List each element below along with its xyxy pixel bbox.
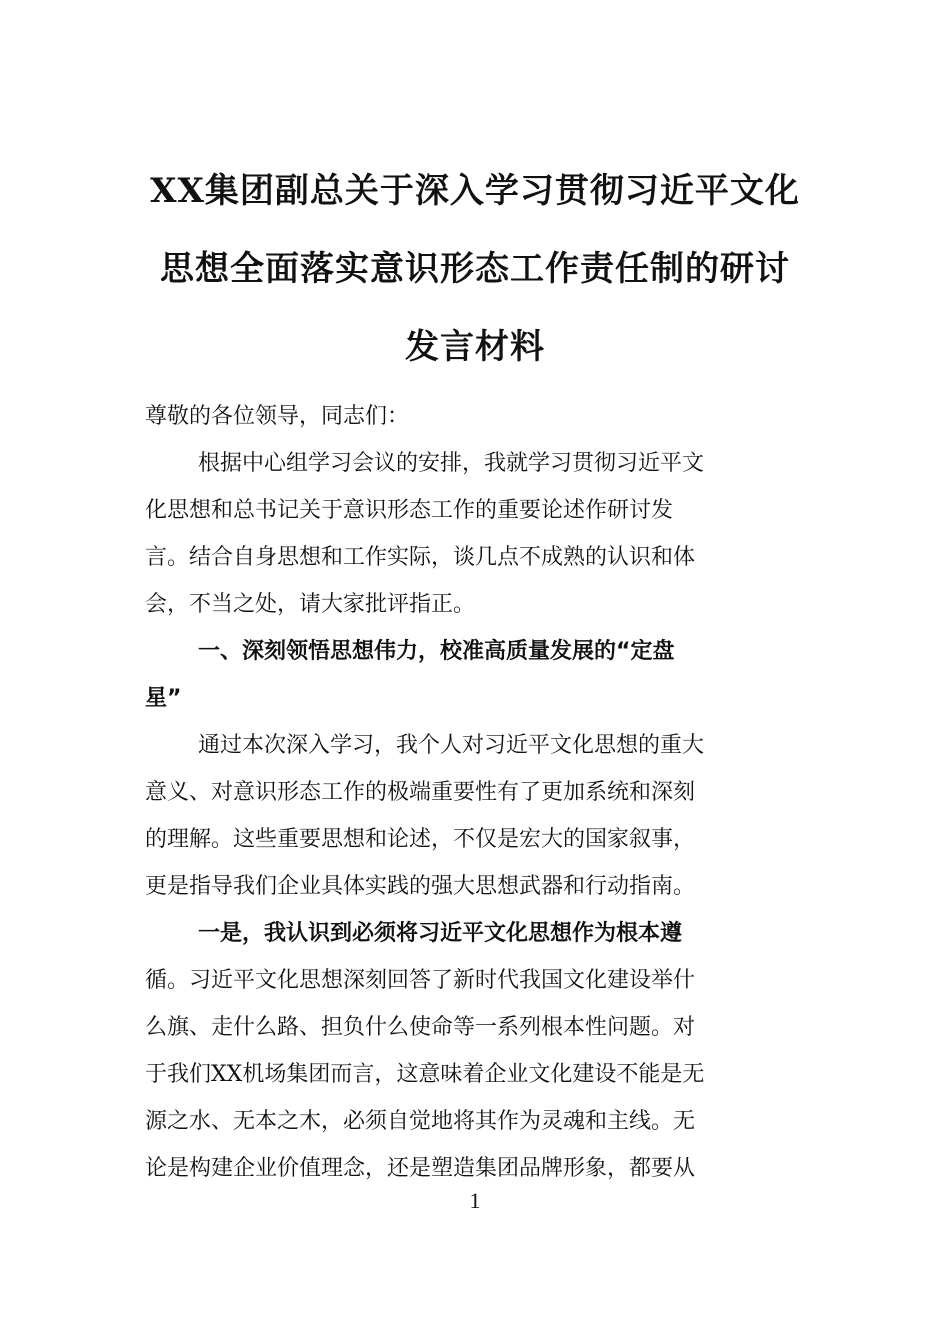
page-number: 1	[469, 1188, 481, 1213]
heading-1-line-1: 一、深刻领悟思想伟力，校准高质量发展的“定盘	[198, 639, 675, 664]
paragraph-1-line-4: 会，不当之处，请大家批评指正。	[145, 592, 476, 617]
paragraph-2-line-3: 的理解。这些重要思想和论述，不仅是宏大的国家叙事，	[145, 827, 696, 852]
paragraph-2-line-1: 通过本次深入学习，我个人对习近平文化思想的重大	[198, 733, 705, 758]
paragraph-3-lead: 一是，我认识到必须将习近平文化思想作为根本遵	[198, 920, 683, 946]
document-body	[145, 393, 805, 1192]
title-line-3: 发言材料	[405, 327, 545, 367]
document-title	[110, 152, 840, 386]
paragraph-1-line-2: 化思想和总书记关于意识形态工作的重要论述作研讨发	[145, 498, 674, 523]
paragraph-2-line-2: 意义、对意识形态工作的极端重要性有了更加系统和深刻	[145, 780, 696, 805]
title-line-2: 思想全面落实意识形态工作责任制的研讨	[160, 249, 790, 289]
paragraph-1-line-1: 根据中心组学习会议的安排，我就学习贯彻习近平文	[198, 451, 705, 476]
title-line-1: XX集团副总关于深入学习贯彻习近平文化	[150, 171, 800, 211]
paragraph-3-line-2: 循。习近平文化思想深刻回答了新时代我国文化建设举什	[145, 968, 696, 993]
paragraph-3-line-6: 论是构建企业价值理念，还是塑造集团品牌形象，都要从	[145, 1156, 696, 1181]
paragraph-3-line-5: 源之水、无本之木，必须自觉地将其作为灵魂和主线。无	[145, 1109, 696, 1134]
paragraph-2-line-4: 更是指导我们企业具体实践的强大思想武器和行动指南。	[145, 874, 696, 899]
paragraph-3-line-4: 于我们XX机场集团而言，这意味着企业文化建设不能是无	[145, 1062, 705, 1087]
heading-1-line-2: 星”	[145, 686, 182, 711]
paragraph-3-line-3: 么旗、走什么路、担负什么使命等一系列根本性问题。对	[145, 1015, 696, 1040]
paragraph-1-line-3: 言。结合自身思想和工作实际，谈几点不成熟的认识和体	[145, 545, 696, 570]
salutation: 尊敬的各位领导，同志们：	[145, 404, 410, 429]
